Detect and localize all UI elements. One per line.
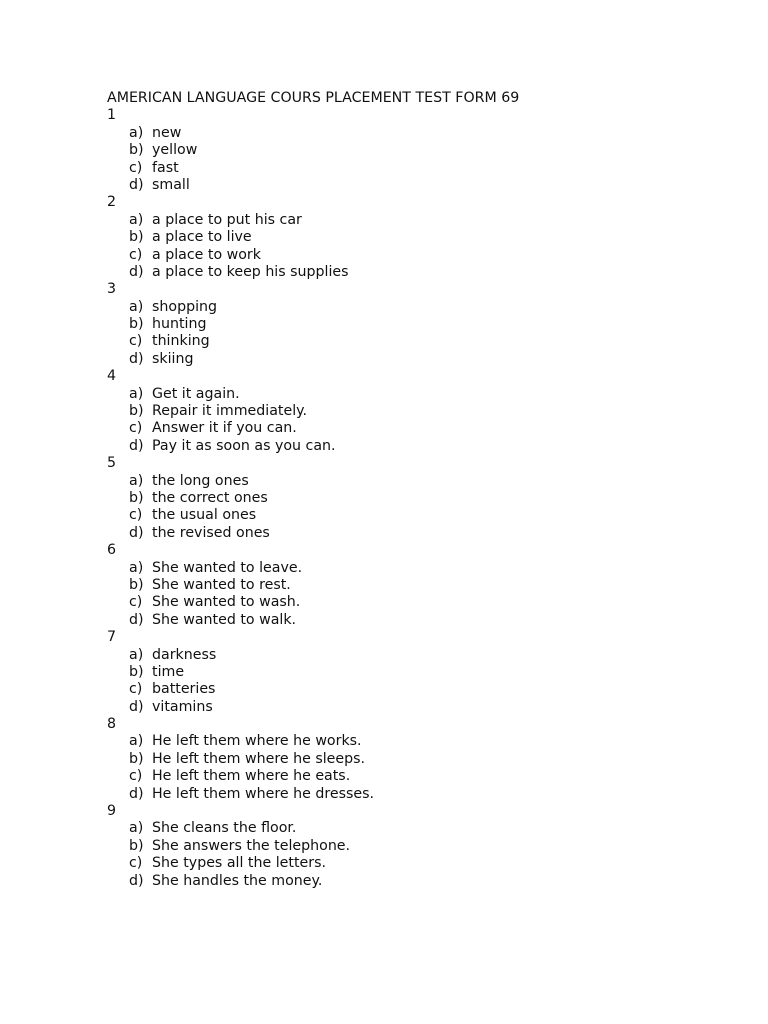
option-text: the revised ones	[152, 524, 270, 541]
question-number: 5	[107, 455, 117, 472]
answer-option	[107, 438, 727, 455]
option-letter: b)	[129, 663, 144, 680]
answer-option	[107, 160, 727, 177]
option-text: darkness	[152, 646, 217, 663]
answer-option	[107, 386, 727, 403]
option-text: a place to work	[152, 246, 261, 263]
option-letter: c)	[129, 246, 143, 263]
answer-option	[107, 681, 727, 698]
answer-option	[107, 699, 727, 716]
question-number: 8	[107, 716, 117, 733]
answer-option	[107, 333, 727, 350]
option-text: the correct ones	[152, 489, 268, 506]
option-letter: a)	[129, 211, 144, 228]
option-letter: b)	[129, 489, 144, 506]
answer-option	[107, 647, 727, 664]
option-text: He left them where he dresses.	[152, 785, 374, 802]
answer-option	[107, 560, 727, 577]
option-text: yellow	[152, 142, 198, 159]
option-letter: a)	[129, 385, 144, 402]
option-letter: a)	[129, 559, 144, 576]
option-text: thinking	[152, 333, 210, 350]
answer-option	[107, 507, 727, 524]
option-letter: d)	[129, 524, 144, 541]
answer-option	[107, 212, 727, 229]
option-text: a place to keep his supplies	[152, 263, 349, 280]
question-number: 9	[107, 803, 117, 820]
option-text: time	[152, 663, 185, 680]
option-text: a place to live	[152, 229, 252, 246]
option-text: batteries	[152, 681, 216, 698]
answer-option	[107, 855, 727, 872]
option-letter: d)	[129, 263, 144, 280]
option-letter: b)	[129, 229, 144, 246]
option-letter: d)	[129, 872, 144, 889]
option-text: skiing	[152, 350, 194, 367]
option-text: Repair it immediately.	[152, 403, 308, 420]
option-text: fast	[152, 159, 179, 176]
answer-option	[107, 786, 727, 803]
answer-option	[107, 751, 727, 768]
answer-option	[107, 177, 727, 194]
option-text: hunting	[152, 316, 207, 333]
answer-option	[107, 577, 727, 594]
option-letter: c)	[129, 768, 143, 785]
answer-option	[107, 838, 727, 855]
option-text: vitamins	[152, 698, 213, 715]
answer-option	[107, 247, 727, 264]
answer-option	[107, 873, 727, 890]
option-letter: c)	[129, 507, 143, 524]
option-letter: d)	[129, 698, 144, 715]
document-title: AMERICAN LANGUAGE COURS PLACEMENT TEST FORM 69	[107, 90, 520, 106]
answer-option	[107, 316, 727, 333]
option-text: He left them where he eats.	[152, 768, 351, 785]
question-number: 7	[107, 629, 117, 646]
answer-option	[107, 229, 727, 246]
option-letter: c)	[129, 420, 143, 437]
answer-option	[107, 420, 727, 437]
answer-option	[107, 403, 727, 420]
option-text: He left them where he sleeps.	[152, 750, 366, 767]
answer-option	[107, 594, 727, 611]
option-letter: c)	[129, 594, 143, 611]
option-text: She wanted to leave.	[152, 559, 303, 576]
question-number: 4	[107, 368, 117, 385]
option-letter: a)	[129, 298, 144, 315]
answer-option	[107, 768, 727, 785]
option-text: He left them where he works.	[152, 733, 362, 750]
answer-option	[107, 473, 727, 490]
option-letter: d)	[129, 350, 144, 367]
option-text: the long ones	[152, 472, 249, 489]
option-text: Pay it as soon as you can.	[152, 437, 336, 454]
answer-option	[107, 351, 727, 368]
answer-option	[107, 264, 727, 281]
question-list	[107, 107, 727, 890]
option-letter: c)	[129, 333, 143, 350]
option-letter: a)	[129, 820, 144, 837]
option-letter: a)	[129, 472, 144, 489]
option-text: She handles the money.	[152, 872, 323, 889]
option-text: She answers the telephone.	[152, 837, 351, 854]
option-letter: a)	[129, 124, 144, 141]
option-letter: d)	[129, 611, 144, 628]
option-text: shopping	[152, 298, 218, 315]
option-letter: d)	[129, 176, 144, 193]
answer-option	[107, 525, 727, 542]
option-letter: a)	[129, 733, 144, 750]
question-number: 6	[107, 542, 117, 559]
option-letter: b)	[129, 576, 144, 593]
option-letter: b)	[129, 142, 144, 159]
option-letter: c)	[129, 855, 143, 872]
option-text: Get it again.	[152, 385, 240, 402]
option-letter: b)	[129, 403, 144, 420]
option-text: She wanted to walk.	[152, 611, 297, 628]
option-letter: c)	[129, 681, 143, 698]
option-letter: d)	[129, 785, 144, 802]
option-letter: b)	[129, 316, 144, 333]
option-letter: b)	[129, 750, 144, 767]
option-letter: d)	[129, 437, 144, 454]
question-number: 1	[107, 107, 117, 124]
option-text: a place to put his car	[152, 211, 302, 228]
option-text: She wanted to rest.	[152, 576, 291, 593]
option-text: She wanted to wash.	[152, 594, 301, 611]
option-text: the usual ones	[152, 507, 257, 524]
option-text: Answer it if you can.	[152, 420, 297, 437]
answer-option	[107, 299, 727, 316]
option-text: small	[152, 176, 190, 193]
answer-option	[107, 820, 727, 837]
document-page	[107, 90, 727, 890]
question-number: 2	[107, 194, 117, 211]
option-letter: c)	[129, 159, 143, 176]
option-text: She cleans the floor.	[152, 820, 297, 837]
option-letter: a)	[129, 646, 144, 663]
answer-option	[107, 664, 727, 681]
option-text: new	[152, 124, 182, 141]
option-text: She types all the letters.	[152, 855, 326, 872]
answer-option	[107, 612, 727, 629]
option-letter: b)	[129, 837, 144, 854]
answer-option	[107, 733, 727, 750]
answer-option	[107, 142, 727, 159]
answer-option	[107, 490, 727, 507]
question-number: 3	[107, 281, 117, 298]
answer-option	[107, 125, 727, 142]
